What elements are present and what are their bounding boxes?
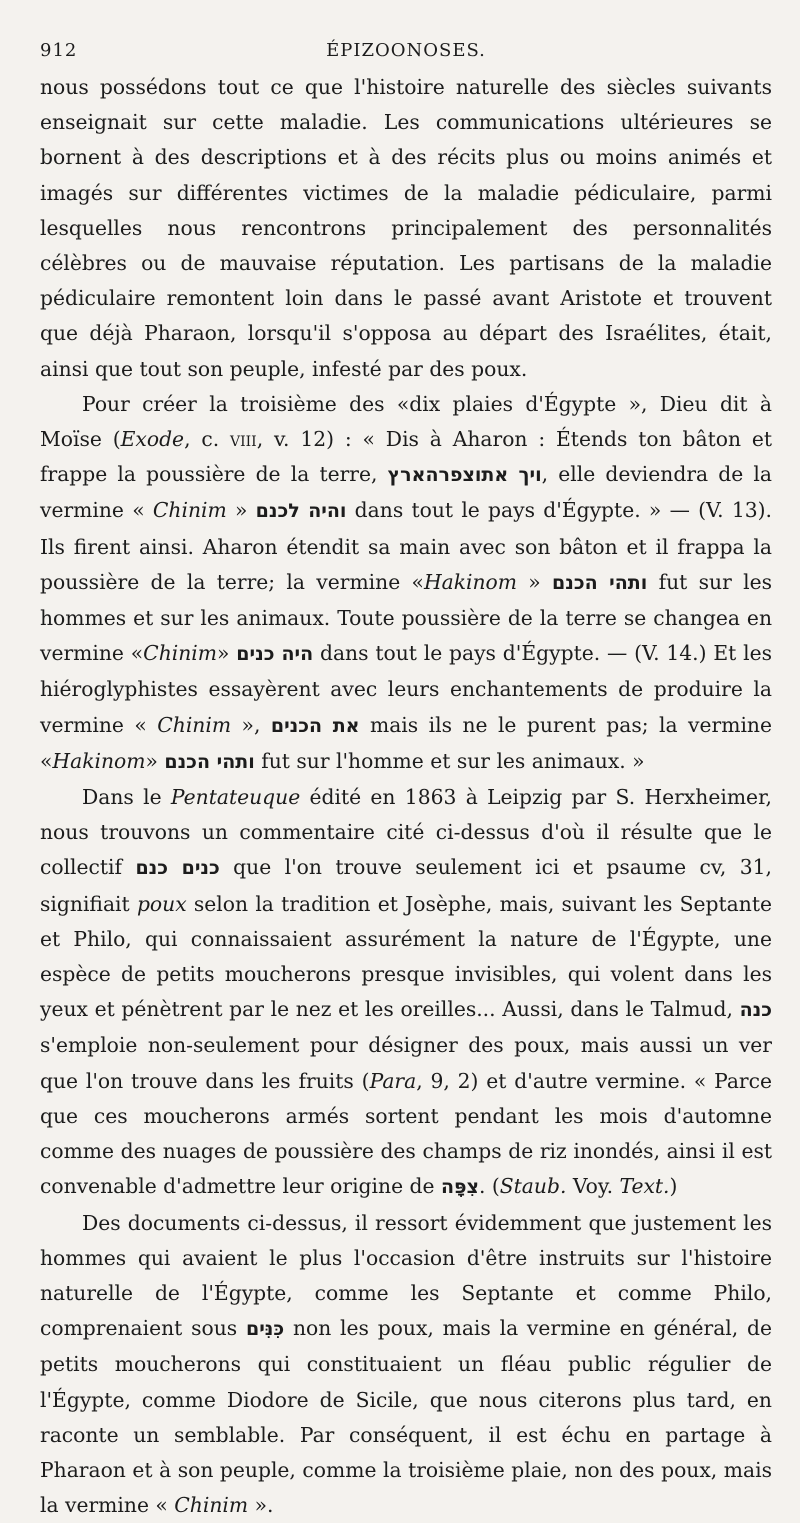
paragraph-1 (40, 70, 772, 387)
text-span: fut sur les hommes et sur les animaux. Toute poussière de la terre se changea en vermine « (40, 570, 772, 665)
italic-term: Hakinom (52, 749, 145, 773)
italic-term: Chinim (157, 713, 231, 737)
text-span: ». (248, 1493, 273, 1517)
text-span: , elle deviendra de la vermine « (40, 462, 772, 522)
italic-term: Para (370, 1069, 417, 1093)
text-span: Voy. (566, 1174, 619, 1198)
body-text (40, 70, 772, 1523)
paragraph-1-text: nous possédons tout ce que l'histoire naturelle des siècles suivants enseignait sur cette maladie. Les communications ultérieures se bornent à des descriptions et à des récits plus ou moins animés et imagés sur différentes victimes de la maladie pédiculaire, parmi lesquelles nous rencontrons principalement des personnalités célèbres ou de mauvaise réputation. Les partisans de la maladie pédiculaire remontent loin dans le passé avant Aristote et trouvent que déjà Pharaon, lorsqu'il s'opposa au départ des Israélites, était, ainsi que tout son peuple, infesté par des poux. (40, 75, 772, 381)
italic-term: Chinim (153, 498, 227, 522)
text-span: Dans le (82, 785, 171, 809)
text-span: ) (670, 1174, 678, 1198)
paragraph-4 (40, 1206, 772, 1523)
hebrew-quote: את הכנים (271, 715, 360, 737)
running-head (40, 30, 772, 70)
text-span: » (145, 749, 164, 773)
text-span: non les poux, mais la vermine en général, de petits moucherons qui constituaient un fléau public régulier de l'Égypte, comme Diodore de Sicile, que nous citerons plus tard, en raconte un semblable. Par conséquent, il est échu en partage à Pharaon et à son peuple, comme la troisième plaie, non des poux, mais la vermine « (40, 1316, 772, 1517)
italic-term: Chinim (143, 641, 217, 665)
hebrew-quote: היה כנים (236, 643, 313, 665)
italic-term: poux (137, 892, 187, 916)
hebrew-quote: ויך אתוצפרהארץ (388, 464, 542, 486)
text-span: », (231, 713, 271, 737)
text-span: dans tout le pays d'Égypte. — (V. 14.) Et les hiéroglyphistes essayèrent avec leurs enchantements de produire la vermine « (40, 641, 772, 736)
text-span: que l'on trouve seulement ici et psaume cv, 31, signifiait (40, 855, 772, 915)
section-title: ÉPIZOONOSES. (40, 40, 772, 61)
text-span: , v. 12) : « Dis à Aharon : Étends ton bâton et frappe la poussière de la terre, (40, 427, 772, 486)
hebrew-quote: צִפָּה (441, 1176, 479, 1198)
italic-term: Staub. (500, 1174, 567, 1198)
text-span: selon la tradition et Josèphe, mais, suivant les Septante et Philo, qui connaissaient assurément la nature de l'Égypte, une espèce de petits moucherons presque invisibles, qui volent dans les yeux et pénètrent par le nez et les oreilles... Aussi, dans le Talmud, (40, 892, 772, 1022)
text-span: » (517, 570, 552, 594)
text-span: mais ils ne le purent pas; la vermine « (40, 713, 772, 773)
text-span: » (217, 641, 236, 665)
text-span: dans tout le pays d'Égypte. » — (V. 13). Ils firent ainsi. Aharon étendit sa main avec son bâton et il frappa la poussière de la terre; la vermine « (40, 498, 772, 593)
text-span: , c. (184, 427, 230, 451)
paragraph-2 (40, 387, 772, 780)
roman-numeral: viii (230, 427, 257, 451)
hebrew-quote: ותהי הכנם (552, 572, 647, 594)
italic-term: Text. (620, 1174, 670, 1198)
hebrew-quote: כִּנִּים (246, 1318, 284, 1340)
italic-term: Hakinom (424, 570, 517, 594)
paragraph-3 (40, 780, 772, 1205)
page-number: 912 (40, 40, 77, 61)
text-span: édité en 1863 à Leipzig par S. Herxheimer, nous trouvons un commentaire cité ci-dessus d'où il résulte que le collectif (40, 785, 772, 879)
text-span: Des documents ci-dessus, il ressort évidemment que justement les hommes qui avaient le plus l'occasion d'être instruits sur l'histoire naturelle de l'Égypte, comme les Septante et comme Philo, comprenaient sous (40, 1211, 772, 1341)
italic-term: Exode (121, 427, 184, 451)
hebrew-quote: והיה לכנם (256, 500, 347, 522)
text-span: , 9, 2) et d'autre vermine. « Parce que ces moucherons armés sortent pendant les mois d'automne comme des nuages de poussière des champs de riz inondés, ainsi il est convenable d'admettre leur origine de (40, 1069, 772, 1199)
text-span: Pour créer la troisième des «dix plaies d'Égypte », Dieu dit à Moïse ( (40, 392, 772, 451)
text-span: . ( (479, 1174, 500, 1198)
text-span: fut sur l'homme et sur les animaux. » (255, 749, 645, 773)
text-span: » (227, 498, 256, 522)
hebrew-quote: כנה (740, 999, 772, 1021)
text-span: s'emploie non-seulement pour désigner des poux, mais aussi un ver que l'on trouve dans les fruits ( (40, 1033, 772, 1092)
italic-term: Pentateuque (171, 785, 300, 809)
hebrew-quote: כנים כנם (135, 857, 219, 879)
hebrew-quote: ותהי הכנם (164, 751, 254, 773)
italic-term: Chinim (174, 1493, 248, 1517)
